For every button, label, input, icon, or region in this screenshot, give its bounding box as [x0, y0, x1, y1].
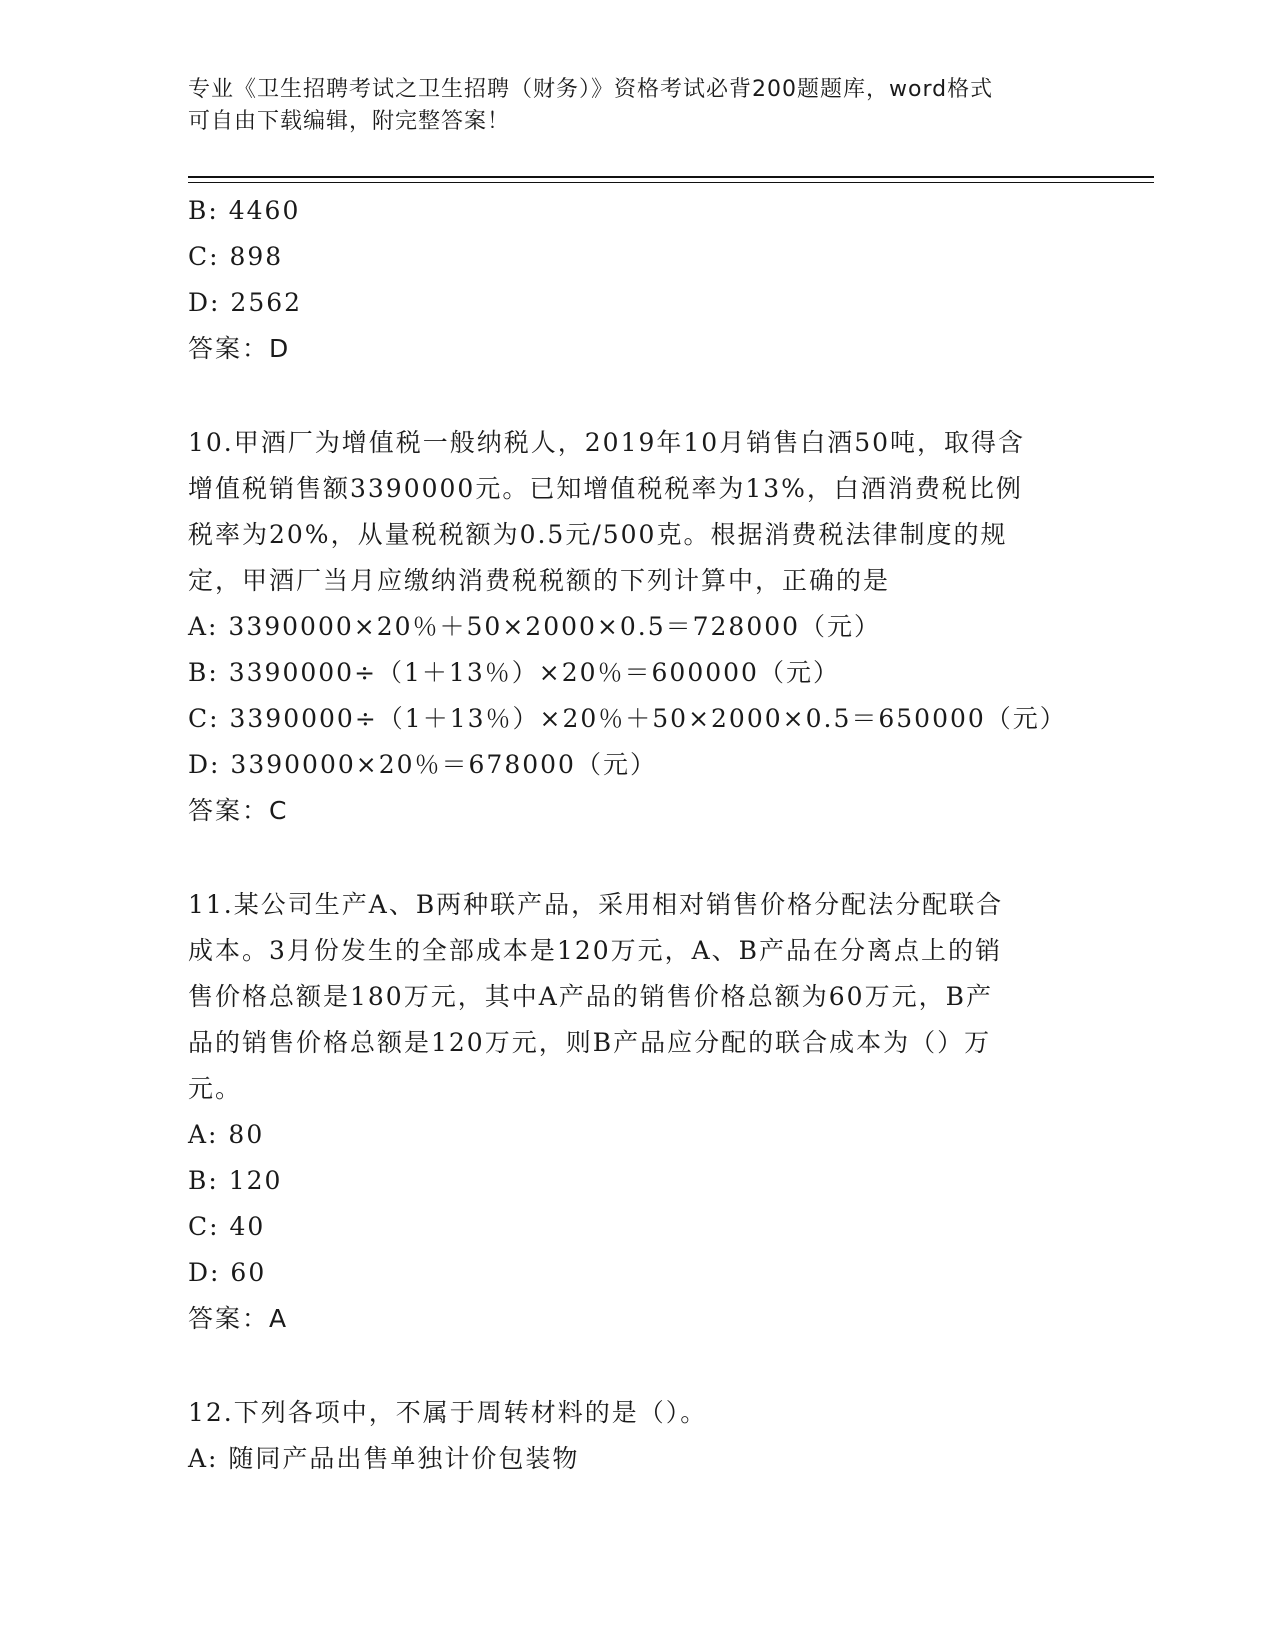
spacer: [188, 1342, 1088, 1390]
question-stem-line: 增值税销售额3390000元。已知增值税税率为13%，白酒消费税比例: [188, 474, 1023, 503]
question-stem-line: 10.甲酒厂为增值税一般纳税人，2019年10月销售白酒50吨，取得含: [188, 428, 1026, 457]
option-b: B: 3390000÷（1＋13％）×20％＝600000（元）: [188, 658, 840, 687]
option-d: D: 2562: [188, 288, 303, 317]
question-content: [188, 188, 1088, 1482]
question-10: [188, 420, 1088, 834]
spacer: [188, 834, 1088, 882]
option-c: C: 898: [188, 242, 284, 271]
question-stem-line: 11.某公司生产A、B两种联产品，采用相对销售价格分配法分配联合: [188, 890, 1004, 919]
option-c: C: 40: [188, 1212, 266, 1241]
question-12: [188, 1390, 1088, 1482]
question-11: [188, 882, 1088, 1342]
header-line-1: 专业《卫生招聘考试之卫生招聘（财务）》资格考试必背200题题库，word格式: [188, 77, 994, 102]
answer-line: 答案：C: [188, 796, 289, 825]
question-stem-line: 成本。3月份发生的全部成本是120万元，A、B产品在分离点上的销: [188, 936, 1003, 965]
question-stem-line: 定，甲酒厂当月应缴纳消费税税额的下列计算中，正确的是: [188, 566, 891, 595]
option-a: A: 随同产品出售单独计价包装物: [188, 1444, 580, 1473]
option-a: A: 80: [188, 1120, 265, 1149]
option-d: D: 60: [188, 1258, 267, 1287]
option-b: B: 120: [188, 1166, 283, 1195]
option-b: B: 4460: [188, 196, 301, 225]
question-stem-line: 售价格总额是180万元，其中A产品的销售价格总额为60万元，B产: [188, 982, 993, 1011]
header-line-2: 可自由下载编辑，附完整答案！: [188, 109, 511, 134]
option-c: C: 3390000÷（1＋13％）×20％＋50×2000×0.5＝650000（元）: [188, 704, 1067, 733]
answer-line: 答案：D: [188, 334, 291, 363]
spacer: [188, 372, 1088, 420]
document-header: [188, 74, 1088, 138]
option-d: D: 3390000×20％＝678000（元）: [188, 750, 657, 779]
question-stem-line: 品的销售价格总额是120万元，则B产品应分配的联合成本为（）万: [188, 1028, 992, 1057]
question-stem-line: 税率为20%，从量税税额为0.5元/500克。根据消费税法律制度的规: [188, 520, 1008, 549]
header-divider-thick: [188, 176, 1154, 178]
question-stem-line: 元。: [188, 1074, 243, 1103]
answer-line: 答案：A: [188, 1304, 289, 1333]
header-divider-thin: [188, 182, 1154, 183]
question-stem-line: 12.下列各项中，不属于周转材料的是（）。: [188, 1398, 708, 1427]
option-a: A: 3390000×20％＋50×2000×0.5＝728000（元）: [188, 612, 882, 641]
